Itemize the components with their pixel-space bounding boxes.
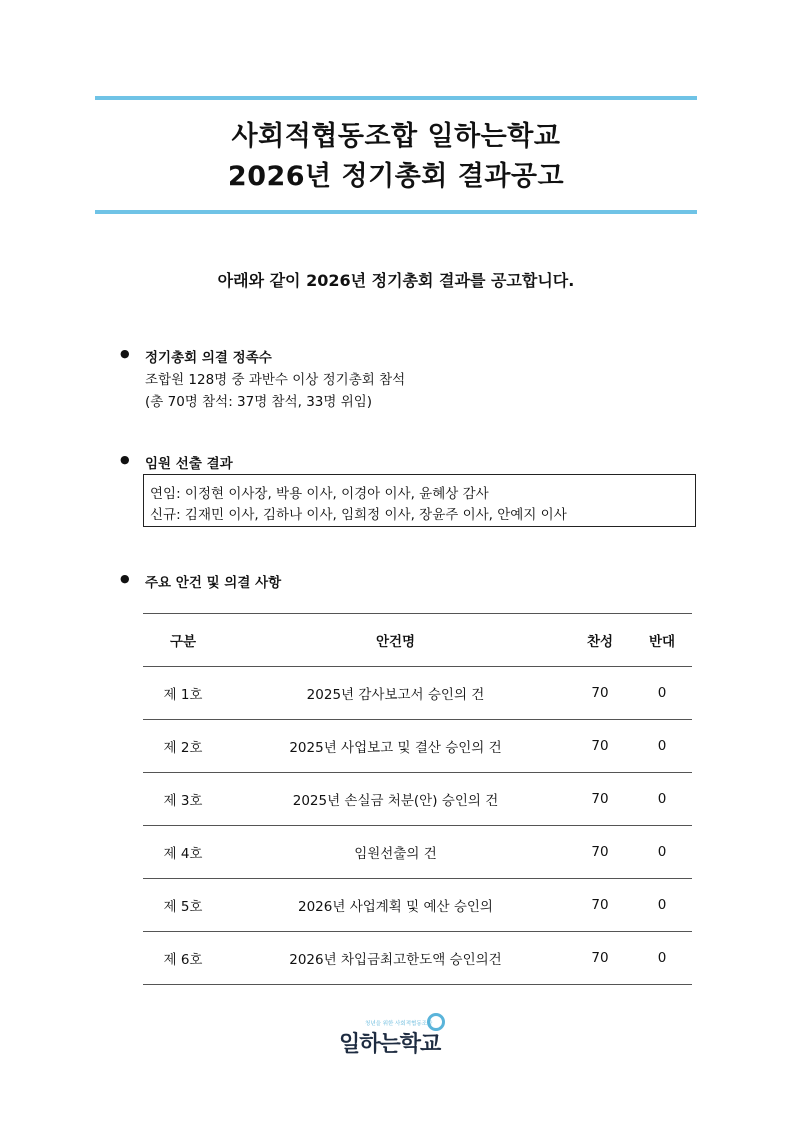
quorum-line-1: 조합원 128명 중 과반수 이상 정기총회 참석 <box>145 372 406 388</box>
table-row <box>143 826 692 879</box>
election-line-2: 신규: 김재민 이사, 김하나 이사, 임희정 이사, 장윤주 이사, 안예지 이사 <box>150 507 567 523</box>
organization-logo <box>339 1013 454 1059</box>
votes-against: 0 <box>657 685 667 701</box>
votes-for: 70 <box>591 791 609 807</box>
election-box <box>143 474 696 527</box>
votes-against: 0 <box>657 950 667 966</box>
votes-for: 70 <box>591 897 609 913</box>
table-row <box>143 667 692 720</box>
votes-against: 0 <box>657 791 667 807</box>
agenda-title: 2025년 감사보고서 승인의 건 <box>306 687 485 703</box>
intro-text: 아래와 같이 2026년 정기총회 결과를 공고합니다. <box>217 271 575 290</box>
agenda-title: 2026년 사업계획 및 예산 승인의 <box>298 899 493 915</box>
election-heading: 임원 선출 결과 <box>145 456 233 472</box>
table-row <box>143 773 692 826</box>
votes-for: 70 <box>591 685 609 701</box>
agenda-heading: 주요 안건 및 의결 사항 <box>145 575 282 591</box>
table-row <box>143 932 692 985</box>
bullet-icon: ● <box>120 572 130 585</box>
title-line-1: 사회적협동조합 일하는학교 <box>231 121 561 152</box>
column-header: 구분 <box>169 634 197 650</box>
column-header: 반대 <box>648 634 676 650</box>
agenda-title: 2025년 사업보고 및 결산 승인의 건 <box>289 740 502 756</box>
votes-against: 0 <box>657 844 667 860</box>
logo-name: 일하는학교 <box>339 1032 441 1057</box>
agenda-number: 제 3호 <box>163 793 203 809</box>
agenda-table <box>143 613 692 985</box>
table-row <box>143 720 692 773</box>
votes-for: 70 <box>591 950 609 966</box>
agenda-number: 제 6호 <box>163 952 203 968</box>
column-header: 찬성 <box>586 634 614 650</box>
election-line-1: 연임: 이정현 이사장, 박용 이사, 이경아 이사, 윤혜상 감사 <box>150 486 489 502</box>
agenda-title: 임원선출의 건 <box>354 846 437 862</box>
agenda-number: 제 2호 <box>163 740 203 756</box>
agenda-number: 제 1호 <box>163 687 203 703</box>
quorum-line-2: (총 70명 참석: 37명 참석, 33명 위임) <box>145 394 373 410</box>
column-header: 안건명 <box>375 634 416 650</box>
title-line-2: 2026년 정기총회 결과공고 <box>227 161 565 192</box>
votes-for: 70 <box>591 844 609 860</box>
agenda-number: 제 5호 <box>163 899 203 915</box>
agenda-title: 2025년 손실금 처분(안) 승인의 건 <box>292 793 499 809</box>
quorum-heading: 정기총회 의결 정족수 <box>145 350 272 366</box>
bottom-rule <box>95 210 697 214</box>
agenda-number: 제 4호 <box>163 846 203 862</box>
bullet-icon: ● <box>120 453 130 466</box>
votes-against: 0 <box>657 738 667 754</box>
agenda-title: 2026년 차입금최고한도액 승인의건 <box>289 952 502 968</box>
votes-for: 70 <box>591 738 609 754</box>
top-rule <box>95 96 697 100</box>
votes-against: 0 <box>657 897 667 913</box>
table-header-row <box>143 614 692 667</box>
bullet-icon: ● <box>120 347 130 360</box>
table-row <box>143 879 692 932</box>
logo-tagline: 청년을 위한 사회적협동조합 <box>365 1021 433 1027</box>
